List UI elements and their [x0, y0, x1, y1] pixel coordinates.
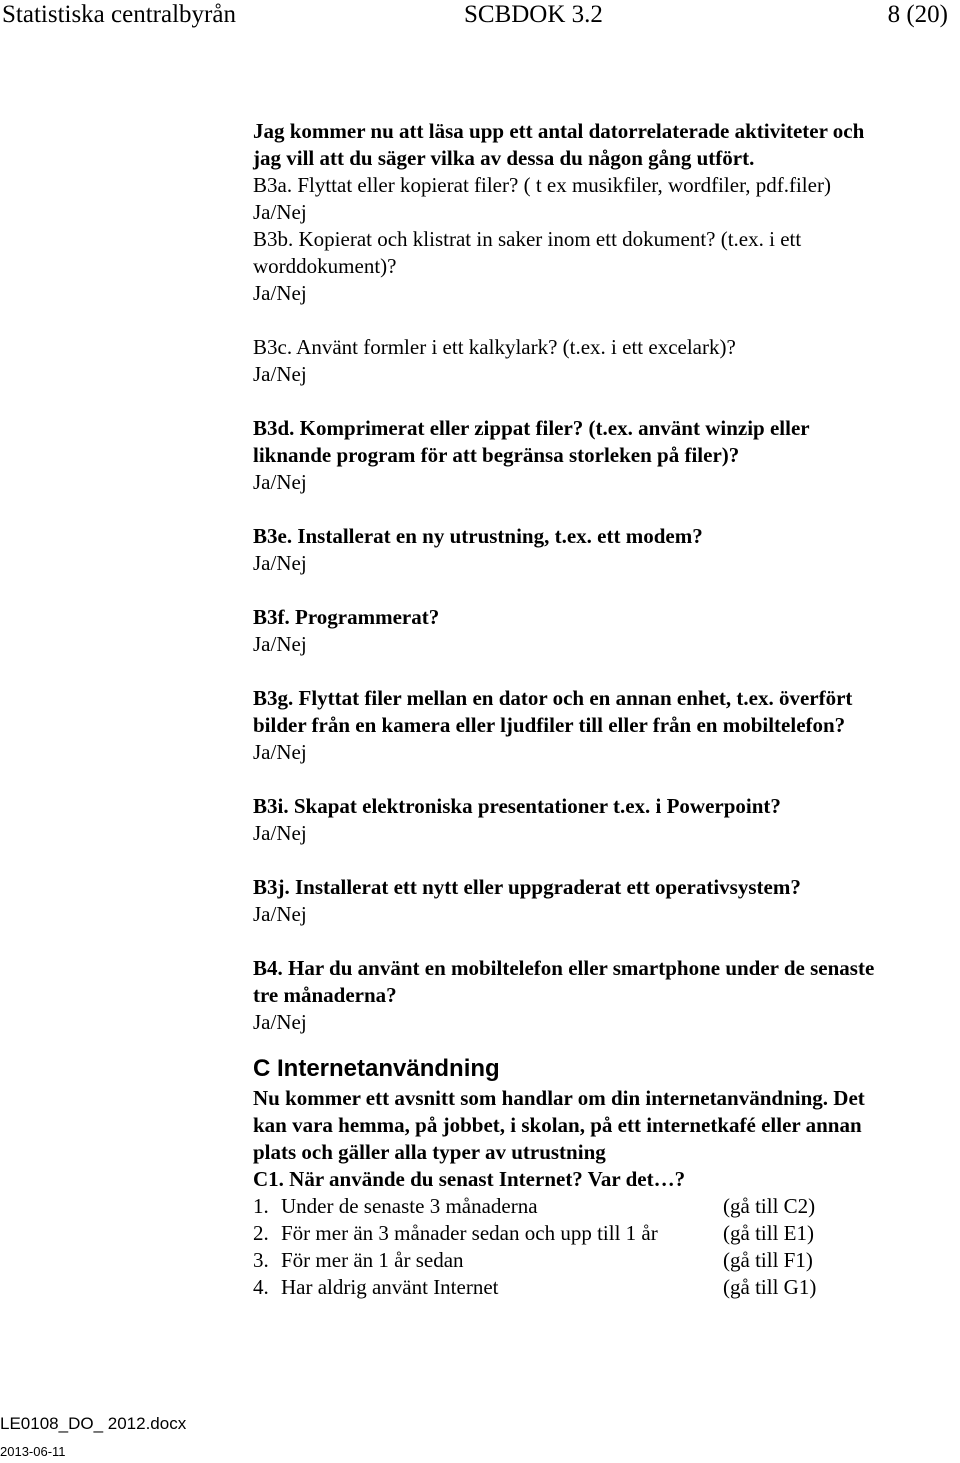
- question-b3a: B3a. Flyttat eller kopierat filer? ( t ex musikfiler, wordfiler, pdf.filer): [253, 173, 831, 197]
- answer-options: Ja/Nej: [253, 902, 307, 926]
- option-number: 1.: [253, 1194, 269, 1218]
- answer-options: Ja/Nej: [253, 632, 307, 656]
- question-b3f: B3f. Programmerat?: [253, 605, 440, 629]
- question-b3b: B3b. Kopierat och klistrat in saker inom ett dokument? (t.ex. i ett: [253, 227, 802, 251]
- option-goto: (gå till C2): [723, 1194, 816, 1218]
- document-body: [253, 118, 953, 1301]
- question-b3j: B3j. Installerat ett nytt eller uppgraderat ett operativsystem?: [253, 875, 801, 899]
- intro-line: Jag kommer nu att läsa upp ett antal datorrelaterade aktiviteter och: [253, 119, 865, 143]
- footer-filename: LE0108_DO_ 2012.docx: [0, 1414, 187, 1433]
- question-b3d: B3d. Komprimerat eller zippat filer? (t.ex. använt winzip eller: [253, 416, 810, 440]
- option-text: För mer än 1 år sedan: [281, 1248, 464, 1272]
- question-b3i: B3i. Skapat elektroniska presentationer t.ex. i Powerpoint?: [253, 794, 781, 818]
- answer-option: [253, 1193, 953, 1220]
- answer-options: Ja/Nej: [253, 740, 307, 764]
- section-intro-line: plats och gäller alla typer av utrustning: [253, 1140, 606, 1164]
- option-number: 2.: [253, 1221, 269, 1245]
- answer-option: [253, 1220, 953, 1247]
- question-b3d-cont: liknande program för att begränsa storleken på filer)?: [253, 443, 740, 467]
- option-goto: (gå till G1): [723, 1275, 817, 1299]
- answer-options: Ja/Nej: [253, 821, 307, 845]
- option-number: 3.: [253, 1248, 269, 1272]
- section-intro-line: kan vara hemma, på jobbet, i skolan, på ett internetkafé eller annan: [253, 1113, 862, 1137]
- answer-options: Ja/Nej: [253, 281, 307, 305]
- question-b4: B4. Har du använt en mobiltelefon eller smartphone under de senaste: [253, 956, 875, 980]
- answer-options: Ja/Nej: [253, 362, 307, 386]
- section-intro-line: Nu kommer ett avsnitt som handlar om din internetanvändning. Det: [253, 1086, 865, 1110]
- question-b3c: B3c. Använt formler i ett kalkylark? (t.ex. i ett excelark)?: [253, 335, 736, 359]
- question-b3e: B3e. Installerat en ny utrustning, t.ex. ett modem?: [253, 524, 703, 548]
- answer-options: Ja/Nej: [253, 551, 307, 575]
- org-name: Statistiska centralbyrån: [2, 1, 236, 28]
- question-b3g: B3g. Flyttat filer mellan en dator och en annan enhet, t.ex. överfört: [253, 686, 853, 710]
- footer-date: 2013-06-11: [0, 1444, 66, 1459]
- question-c1: C1. När använde du senast Internet? Var det…?: [253, 1167, 686, 1191]
- answer-options: Ja/Nej: [253, 200, 307, 224]
- option-number: 4.: [253, 1275, 269, 1299]
- section-title: C Internetanvändning: [253, 1055, 500, 1082]
- question-b3b-cont: worddokument)?: [253, 254, 397, 278]
- option-goto: (gå till E1): [723, 1221, 814, 1245]
- question-b4-cont: tre månaderna?: [253, 983, 397, 1007]
- option-text: För mer än 3 månader sedan och upp till 1 år: [281, 1221, 658, 1245]
- answer-option: [253, 1247, 953, 1274]
- option-text: Har aldrig använt Internet: [281, 1275, 499, 1299]
- option-goto: (gå till F1): [723, 1248, 813, 1272]
- answer-options: Ja/Nej: [253, 1010, 307, 1034]
- page-header: [0, 0, 960, 32]
- question-b3g-cont: bilder från en kamera eller ljudfiler till eller från en mobiltelefon?: [253, 713, 846, 737]
- answer-option: [253, 1274, 953, 1301]
- intro-line: jag vill att du säger vilka av dessa du någon gång utfört.: [253, 146, 755, 170]
- page-number: 8 (20): [887, 1, 948, 28]
- answer-options: Ja/Nej: [253, 470, 307, 494]
- option-text: Under de senaste 3 månaderna: [281, 1194, 538, 1218]
- document-id: SCBDOK 3.2: [464, 1, 603, 28]
